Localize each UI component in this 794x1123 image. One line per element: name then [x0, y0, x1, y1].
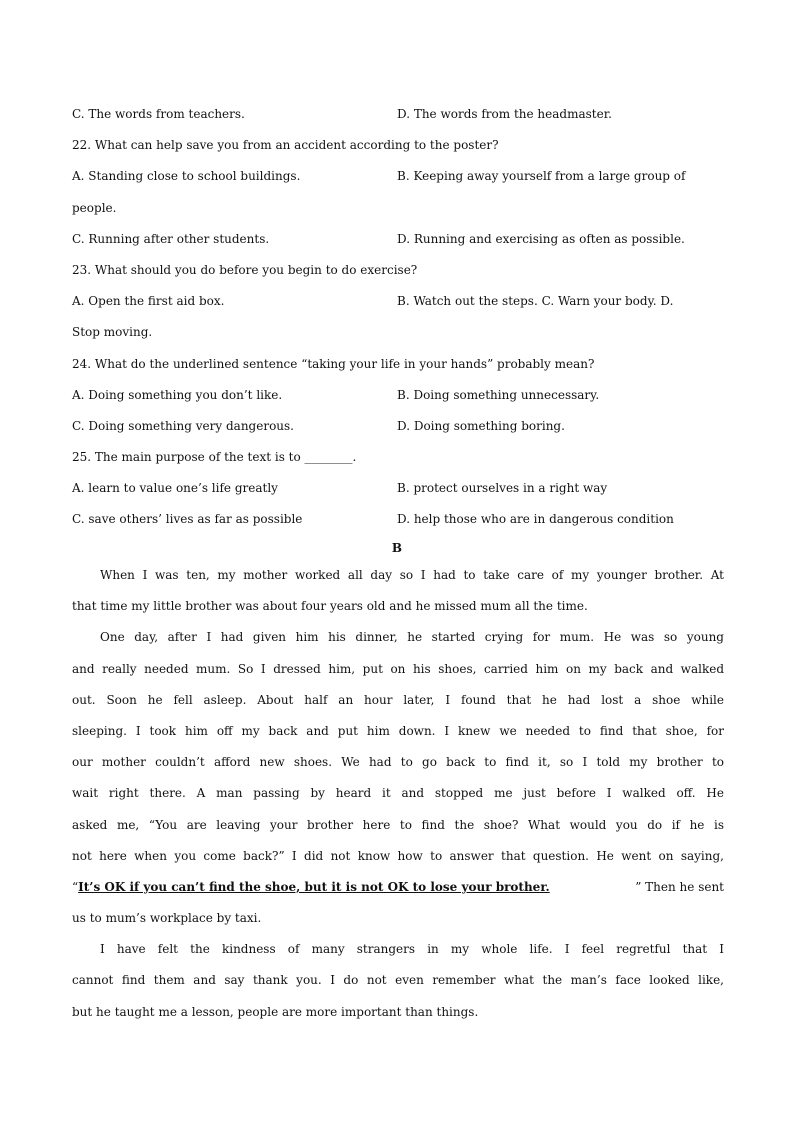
q24-option-b: B. Doing something unnecessary. [397, 387, 600, 402]
p3-line-3: but he taught me a lesson, people are more important than things. [72, 1004, 479, 1019]
q25-option-d: D. help those who are in dangerous condition [397, 512, 674, 527]
p1-line-1: When I was ten, my mother worked all day so I had to take care of my younger brother. At [100, 568, 724, 582]
q25-option-a: A. learn to value one’s life greatly [72, 481, 278, 496]
q22-options-ab [72, 161, 724, 192]
q24-stem: 24. What do the underlined sentence “taking your life in your hands” probably mean? [72, 356, 595, 371]
q23-options-bcd: B. Watch out the steps. C. Warn your body. D. [397, 294, 674, 309]
q22-option-b: B. Keeping away yourself from a large group of [397, 169, 686, 184]
q23-options [72, 286, 724, 317]
p1-line-2: that time my little brother was about four years old and he missed mum all the time. [72, 599, 588, 614]
p2-line-4: sleeping. I took him off my back and put him down. I knew we needed to find that shoe, for [72, 723, 724, 738]
q24-option-a: A. Doing something you don’t like. [72, 387, 283, 402]
quote-close-rest: ” Then he sent [635, 879, 724, 894]
q23-stem: 23. What should you do before you begin to do exercise? [72, 262, 418, 277]
p3-line-2: cannot find them and say thank you. I do not even remember what the man’s face looked like, [72, 973, 724, 988]
p2-line-3: out. Soon he fell asleep. About half an hour later, I found that he had lost a shoe while [72, 692, 724, 707]
q24-options-cd [72, 411, 724, 442]
q22-options-cd [72, 224, 724, 255]
q22-option-a: A. Standing close to school buildings. [72, 169, 301, 184]
p2-line-10: us to mum’s workplace by taxi. [72, 911, 262, 926]
q22-option-d: D. Running and exercising as often as possible. [397, 231, 685, 246]
section-b-title: B [391, 541, 403, 555]
underlined-bold-quote: It’s OK if you can’t find the shoe, but it is not OK to lose your brother. [78, 879, 550, 894]
p2-line-9 [72, 872, 724, 903]
q21-option-d: D. The words from the headmaster. [397, 107, 612, 121]
quote-open-mark: “ [72, 879, 79, 894]
passage-block [72, 560, 724, 1028]
p2-line-6: wait right there. A man passing by heard it and stopped me just before I walked off. He [72, 786, 724, 801]
q25-options-cd [72, 504, 724, 535]
q25-stem: 25. The main purpose of the text is to ________. [72, 450, 357, 465]
q22-option-c: C. Running after other students. [72, 231, 270, 246]
q23-option-d-continued: Stop moving. [72, 325, 153, 340]
q24-options-ab [72, 380, 724, 411]
p2-line-1: One day, after I had given him his dinner, he started crying for mum. He was so young [100, 630, 724, 645]
q21-option-c: C. The words from teachers. [72, 107, 245, 121]
p3-line-1: I have felt the kindness of many strangers in my whole life. I feel regretful that I [100, 942, 724, 957]
q24-option-d: D. Doing something boring. [397, 418, 565, 433]
p2-line-7: asked me, “You are leaving your brother here to find the shoe? What would you do if he is [72, 817, 724, 832]
p2-line-8: not here when you come back?” I did not know how to answer that question. He went on saying, [72, 848, 724, 863]
q24-option-c: C. Doing something very dangerous. [72, 418, 294, 433]
p2-line-2: and really needed mum. So I dressed him, put on his shoes, carried him on my back and walked [72, 661, 724, 676]
q23-option-a: A. Open the first aid box. [72, 294, 225, 309]
p2-line-5: our mother couldn’t afford new shoes. We had to go back to find it, so I told my brother to [72, 755, 724, 770]
q21-options-cd [72, 99, 724, 130]
q22-option-b-continued: people. [72, 200, 117, 215]
questions-block [72, 99, 724, 536]
q25-option-b: B. protect ourselves in a right way [397, 481, 608, 496]
q25-options-ab [72, 473, 724, 504]
q25-option-c: C. save others’ lives as far as possible [72, 512, 303, 527]
q22-stem: 22. What can help save you from an accident according to the poster? [72, 138, 499, 153]
